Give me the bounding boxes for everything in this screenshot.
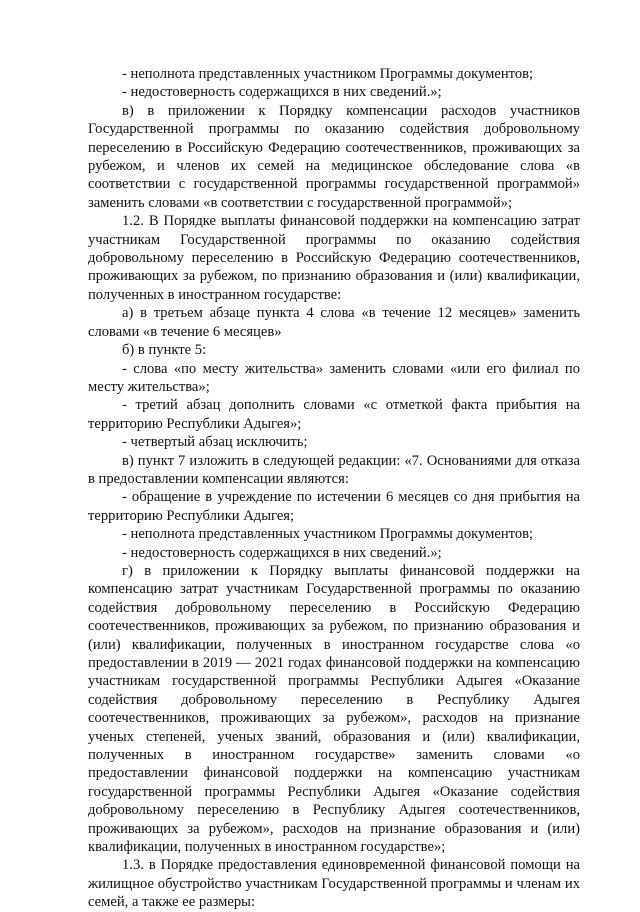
- paragraph-incomplete-documents-2: - неполнота представленных участником Программы документов;: [122, 526, 534, 543]
- paragraph-unreliable-info-2: - недостоверность содержащихся в них сведений.»;: [122, 544, 442, 561]
- paragraph-residence-words: - слова «по месту жительства» заменить словами «или его филиал по месту жительства»;: [88, 360, 580, 395]
- paragraph-section-1-3: 1.3. в Порядке предоставления единовременной финансовой помощи на жилищное обустройство участникам Государственной программы и членам их семей, а также ее размеры:: [88, 857, 580, 911]
- paragraph-section-1-2: 1.2. В Порядке выплаты финансовой поддержки на компенсацию затрат участникам Государственной программы по оказанию содействия добровольному переселению в Российскую Федерацию соотечественников, проживающих за рубежом, по признанию образования и (или) квалификации, полученных в иностранном государстве:: [88, 213, 580, 303]
- paragraph-unreliable-info: - недостоверность содержащихся в них сведений.»;: [122, 84, 442, 101]
- paragraph-incomplete-documents: - неполнота представленных участником Программы документов;: [122, 66, 534, 82]
- paragraph-item-v-clause-7: в) пункт 7 изложить в следующей редакции: «7. Основаниями для отказа в предоставлении компенсации являются:: [88, 452, 580, 487]
- paragraph-item-g: г) в приложении к Порядку выплаты финансовой поддержки на компенсацию затрат участникам Государственной программы по оказанию содействия добровольному переселению в Российскую Федерацию соотечественников, проживающих за рубежом, по признанию образования и (или) квалификации, полученных в иностранном государстве слова «о предоставлении в 2019 — 2021 годах финансовой поддержки на компенсацию участникам государственной программы Республики Адыгея «Оказание содействия добровольному переселению в Республику Адыгея соотечественников, проживающих за рубежом», расходов на признание ученых степеней, ученых званий, образования и (или) квалификации, полученных в иностранном государстве» заменить словами «о предоставлении финансовой поддержки на компенсацию участникам государственной программы Республики Адыгея «Оказание содействия добровольному переселению в Республику Адыгея соотечественников, проживающих за рубежом», расходов на признание образования и (или) квалификации, полученных в иностранном государстве»;: [88, 562, 580, 856]
- paragraph-six-months: - обращение в учреждение по истечении 6 месяцев со дня прибытия на территорию Республики Адыгея;: [88, 489, 580, 524]
- paragraph-item-v-medical: в) в приложении к Порядку компенсации расходов участников Государственной программы по оказанию содействия добровольному переселению в Российскую Федерацию соотечественников, проживающих за рубежом, и членов их семей на медицинское обследование слова «в соответствии с государственной программы государственной программой» заменить словами «в соответствии с государственной программой»;: [88, 102, 580, 211]
- document-body: [88, 65, 580, 912]
- paragraph-item-a: а) в третьем абзаце пункта 4 слова «в течение 12 месяцев» заменить словами «в течение 6 месяцев»: [88, 305, 580, 340]
- paragraph-item-b: б) в пункте 5:: [122, 342, 207, 359]
- paragraph-fourth-clause: - четвертый абзац исключить;: [122, 434, 308, 451]
- paragraph-third-clause: - третий абзац дополнить словами «с отметкой факта прибытия на территорию Республики Адыгея»;: [88, 397, 580, 432]
